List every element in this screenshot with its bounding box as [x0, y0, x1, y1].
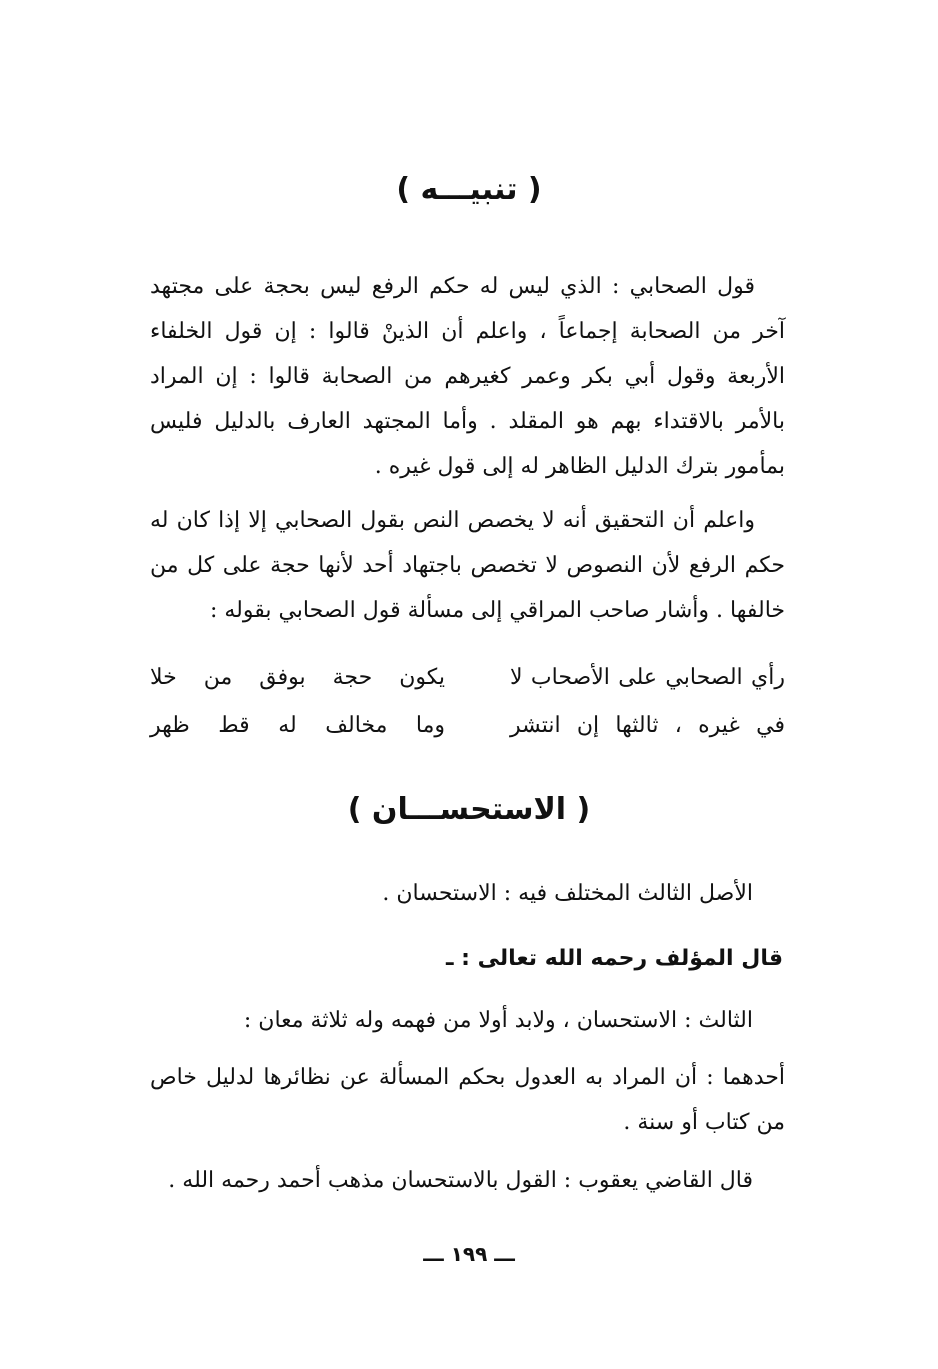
line-qadi-yaqub: قال القاضي يعقوب : القول بالاستحسان مذهب أحمد رحمه الله . [168, 1168, 753, 1193]
verse-1-first-hemistich: رأي الصحابي على الأصحاب لا [510, 665, 785, 690]
page-number: ـــ ١٩٩ ـــ [423, 1242, 515, 1266]
verse-2-first-hemistich: في غيره ، ثالثها إن انتشر [510, 713, 785, 738]
verse-1-second-hemistich: يكون حجة بوفق من خلا [150, 665, 445, 690]
line-third-principle: الأصل الثالث المختلف فيه : الاستحسان . [382, 881, 753, 906]
section-heading-tanbih: ( تنبيـــه ) [396, 172, 542, 207]
line-author-said: قال المؤلف رحمه الله تعالى : ـ [445, 946, 783, 971]
poem-verse-1 [150, 654, 785, 702]
paragraph-sahabi-opinion: قول الصحابي : الذي ليس له حكم الرفع ليس بحجة على مجتهد آخر من الصحابة إجماعاً ، واعلم أن الذينْ قالوا : إن قول الخلفاء الأربعة وقول أبي بكر وعمر كغيرهم من الصحابة قالوا : إن المراد بالأمر بالاقتداء بهم هو المقلد . وأما المجتهد العارف بالدليل فليس بمأمور بترك الدليل الظاهر له إلى قول غيره . [150, 274, 785, 479]
line-three-meanings: الثالث : الاستحسان ، ولابد أولا من فهمه وله ثلاثة معان : [243, 1008, 753, 1033]
poem-verse-2 [150, 702, 785, 750]
verse-2-second-hemistich: وما مخالف له قط ظهر [150, 713, 445, 738]
section-heading-istihsan: ( الاستحســـان ) [347, 792, 591, 827]
paragraph-takhsis: واعلم أن التحقيق أنه لا يخصص النص بقول الصحابي إلا إذا كان له حكم الرفع لأن النصوص لا تخصص باجتهاد أحد لأنها حجة على كل من خالفها . وأشار صاحب المراقي إلى مسألة قول الصحابي بقوله : [150, 508, 785, 623]
paragraph-first-meaning: أحدهما : أن المراد به العدول بحكم المسألة عن نظائرها لدليل خاص من كتاب أو سنة . [150, 1065, 785, 1135]
